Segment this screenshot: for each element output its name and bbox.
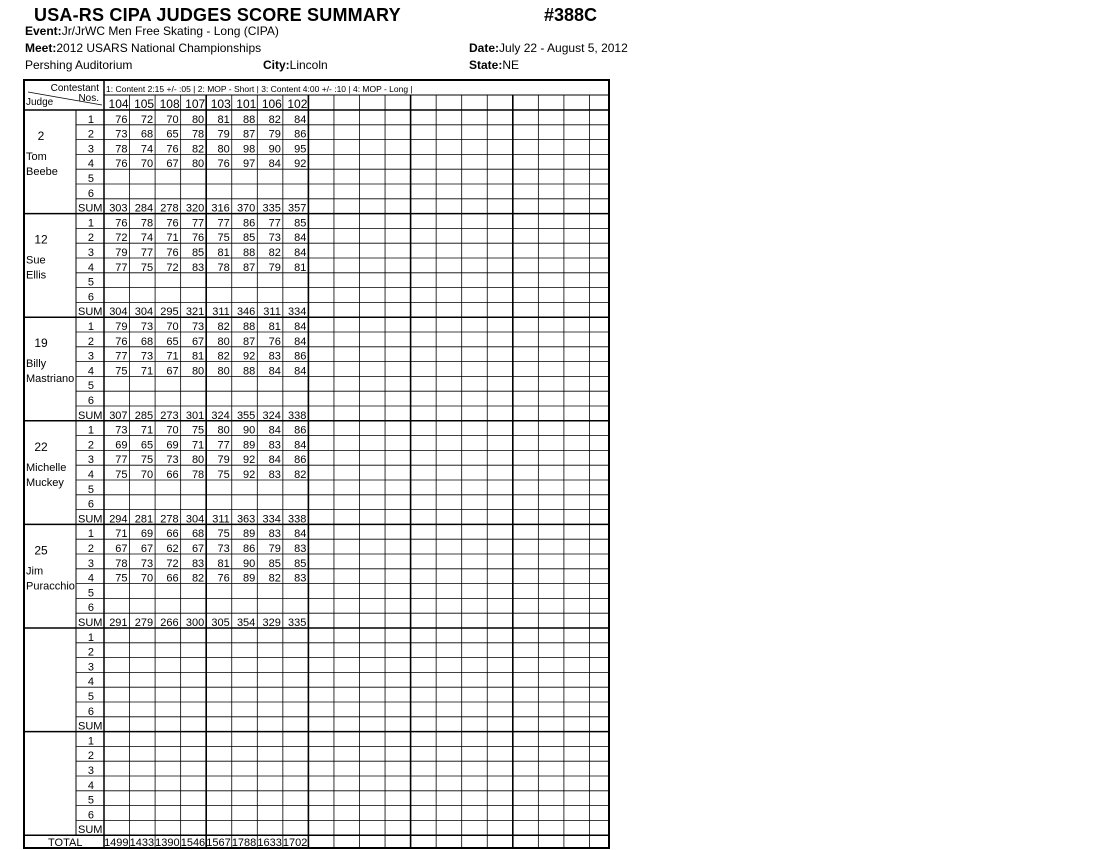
sum-label: SUM bbox=[78, 202, 103, 215]
sum-cell: 311 bbox=[212, 513, 230, 526]
judge-last-name: Mastriano bbox=[26, 373, 75, 386]
contestant-number: 107 bbox=[185, 97, 206, 111]
sum-cell: 320 bbox=[185, 202, 205, 215]
score-cell: 71 bbox=[115, 528, 128, 541]
score-cell: 88 bbox=[243, 365, 256, 378]
score-cell: 75 bbox=[217, 232, 230, 245]
judge-last-name: Muckey bbox=[26, 476, 64, 489]
score-cell: 82 bbox=[268, 113, 281, 126]
score-cell: 82 bbox=[217, 321, 230, 333]
meet-value: 2012 USARS National Championships bbox=[56, 41, 262, 55]
sum-cell: 304 bbox=[134, 306, 154, 319]
score-cell: 76 bbox=[217, 572, 230, 585]
sum-cell: 284 bbox=[134, 202, 154, 215]
score-cell: 76 bbox=[115, 217, 128, 230]
score-cell: 87 bbox=[243, 261, 256, 274]
score-cell: 75 bbox=[191, 424, 205, 437]
score-cell: 79 bbox=[217, 454, 230, 467]
row-label: 1 bbox=[87, 631, 94, 644]
score-cell: 90 bbox=[243, 557, 256, 570]
score-cell: 66 bbox=[166, 572, 179, 585]
contestant-number: 105 bbox=[134, 97, 155, 111]
score-cell: 70 bbox=[166, 424, 179, 437]
score-cell: 86 bbox=[294, 454, 307, 467]
score-cell: 83 bbox=[268, 469, 281, 481]
score-cell: 67 bbox=[140, 543, 154, 555]
score-cell: 83 bbox=[268, 439, 281, 452]
row-label: 3 bbox=[87, 557, 94, 570]
sum-label: SUM bbox=[78, 617, 103, 629]
sum-cell: 334 bbox=[288, 306, 307, 319]
score-cell: 79 bbox=[268, 543, 281, 555]
row-label: 1 bbox=[87, 735, 94, 748]
judge-number: 12 bbox=[34, 232, 48, 247]
score-cell: 80 bbox=[217, 335, 230, 348]
total-cell: 1788 bbox=[231, 837, 257, 849]
score-cell: 97 bbox=[243, 158, 256, 171]
row-label: 4 bbox=[87, 469, 94, 481]
judge-first-name: Jim bbox=[26, 565, 44, 578]
row-label: 1 bbox=[87, 217, 94, 230]
score-cell: 76 bbox=[115, 158, 128, 171]
score-cell: 65 bbox=[166, 128, 179, 141]
score-cell: 79 bbox=[115, 247, 128, 259]
state-label: State: bbox=[469, 58, 503, 72]
score-cell: 90 bbox=[243, 424, 256, 437]
score-cell: 74 bbox=[140, 143, 154, 156]
sum-cell: 357 bbox=[288, 202, 307, 215]
row-label: 5 bbox=[87, 691, 94, 703]
score-cell: 82 bbox=[191, 143, 205, 156]
score-cell: 71 bbox=[191, 439, 205, 452]
grid-border bbox=[24, 80, 609, 848]
score-cell: 79 bbox=[268, 128, 281, 141]
row-label: 5 bbox=[87, 173, 94, 185]
score-cell: 88 bbox=[243, 321, 256, 333]
row-label: 3 bbox=[87, 143, 94, 156]
report-code: #388C bbox=[544, 5, 598, 25]
criteria-legend: 1: Content 2:15 +/- :05 | 2: MOP - Short | 3: Content 4:00 +/- :10 | 4: MOP - Long | bbox=[106, 84, 413, 94]
meet-label: Meet: bbox=[25, 41, 57, 55]
score-cell: 67 bbox=[191, 543, 205, 555]
sum-cell: 304 bbox=[109, 306, 128, 319]
score-cell: 86 bbox=[243, 543, 256, 555]
score-cell: 67 bbox=[166, 365, 179, 378]
total-cell: 1433 bbox=[129, 837, 155, 849]
score-cell: 84 bbox=[268, 158, 281, 171]
row-label: 6 bbox=[87, 395, 94, 407]
state-value: NE bbox=[502, 58, 520, 72]
sum-cell: 300 bbox=[185, 617, 205, 629]
score-cell: 83 bbox=[294, 543, 307, 555]
score-cell: 80 bbox=[191, 454, 205, 467]
row-label: 3 bbox=[87, 350, 94, 363]
score-cell: 77 bbox=[268, 217, 281, 230]
sum-cell: 354 bbox=[236, 617, 256, 629]
row-label: 3 bbox=[87, 765, 94, 777]
score-cell: 65 bbox=[140, 439, 154, 452]
judge-number: 19 bbox=[34, 336, 48, 351]
score-cell: 86 bbox=[294, 350, 307, 363]
score-cell: 72 bbox=[140, 113, 154, 126]
row-label: 1 bbox=[87, 113, 94, 126]
score-cell: 81 bbox=[217, 113, 230, 126]
report-title: USA-RS CIPA JUDGES SCORE SUMMARY bbox=[34, 5, 401, 25]
score-cell: 83 bbox=[191, 261, 205, 274]
score-cell: 76 bbox=[166, 143, 179, 156]
score-cell: 77 bbox=[217, 439, 230, 452]
score-cell: 65 bbox=[166, 335, 179, 348]
row-label: 4 bbox=[87, 261, 94, 274]
score-cell: 76 bbox=[166, 247, 179, 259]
row-label: 2 bbox=[87, 646, 94, 659]
total-cell: 1499 bbox=[104, 837, 129, 849]
date-label: Date: bbox=[469, 41, 500, 55]
score-cell: 69 bbox=[115, 439, 128, 452]
sum-cell: 334 bbox=[262, 513, 281, 526]
score-cell: 77 bbox=[217, 217, 230, 230]
score-cell: 81 bbox=[294, 261, 307, 274]
row-label: 5 bbox=[87, 587, 94, 600]
sum-cell: 370 bbox=[236, 202, 256, 215]
row-label: 4 bbox=[87, 365, 94, 378]
score-cell: 85 bbox=[191, 247, 205, 259]
score-cell: 78 bbox=[191, 469, 205, 481]
sum-cell: 273 bbox=[160, 409, 179, 422]
sum-cell: 355 bbox=[236, 409, 256, 422]
event-value: Jr/JrWC Men Free Skating - Long (CIPA) bbox=[61, 24, 279, 38]
score-cell: 67 bbox=[166, 158, 179, 171]
score-cell: 84 bbox=[294, 113, 307, 126]
sum-cell: 305 bbox=[211, 617, 230, 629]
score-cell: 67 bbox=[115, 543, 128, 555]
score-cell: 86 bbox=[294, 424, 307, 437]
sum-cell: 295 bbox=[160, 306, 179, 319]
row-label: 3 bbox=[87, 661, 94, 674]
nos-label: Nos. bbox=[78, 93, 99, 104]
score-cell: 75 bbox=[115, 365, 128, 378]
row-label: 6 bbox=[87, 602, 94, 615]
sum-label: SUM bbox=[78, 409, 103, 422]
sum-cell: 363 bbox=[236, 513, 256, 526]
sum-cell: 291 bbox=[109, 617, 128, 629]
row-label: 6 bbox=[87, 705, 94, 718]
score-cell: 84 bbox=[294, 247, 307, 259]
score-cell: 75 bbox=[217, 469, 230, 481]
score-cell: 73 bbox=[115, 424, 128, 437]
sum-cell: 321 bbox=[185, 306, 205, 319]
contestant-number: 101 bbox=[236, 97, 257, 111]
row-label: 6 bbox=[87, 291, 94, 304]
row-label: 6 bbox=[87, 187, 94, 200]
city-label: City: bbox=[263, 58, 290, 72]
sum-cell: 329 bbox=[262, 617, 281, 629]
contestant-number: 102 bbox=[287, 97, 308, 111]
score-cell: 76 bbox=[191, 232, 205, 245]
score-cell: 84 bbox=[294, 528, 307, 541]
sum-cell: 335 bbox=[262, 202, 281, 215]
contestant-label: Contestant bbox=[50, 83, 99, 94]
judge-number: 25 bbox=[34, 543, 48, 558]
score-cell: 73 bbox=[140, 557, 154, 570]
sum-cell: 279 bbox=[134, 617, 154, 629]
score-cell: 71 bbox=[140, 424, 154, 437]
score-cell: 76 bbox=[115, 113, 128, 126]
score-cell: 62 bbox=[166, 543, 179, 555]
score-cell: 84 bbox=[268, 454, 281, 467]
score-cell: 85 bbox=[294, 217, 307, 230]
score-cell: 80 bbox=[217, 424, 230, 437]
score-cell: 77 bbox=[191, 217, 205, 230]
sum-cell: 311 bbox=[263, 306, 281, 319]
score-cell: 84 bbox=[294, 335, 307, 348]
total-cell: 1567 bbox=[206, 837, 231, 849]
row-label: 2 bbox=[87, 543, 94, 555]
score-cell: 76 bbox=[217, 158, 230, 171]
score-cell: 70 bbox=[166, 113, 179, 126]
sum-cell: 278 bbox=[160, 202, 179, 215]
judge-label: Judge bbox=[26, 97, 54, 108]
score-cell: 82 bbox=[294, 469, 307, 481]
venue: Pershing Auditorium bbox=[25, 58, 133, 72]
score-cell: 68 bbox=[191, 528, 205, 541]
score-cell: 89 bbox=[243, 439, 256, 452]
row-label: 2 bbox=[87, 439, 94, 452]
score-cell: 70 bbox=[140, 158, 154, 171]
score-cell: 82 bbox=[268, 572, 281, 585]
city-value: Lincoln bbox=[289, 58, 328, 72]
score-cell: 72 bbox=[115, 232, 128, 245]
score-cell: 76 bbox=[115, 335, 128, 348]
score-cell: 79 bbox=[217, 128, 230, 141]
score-cell: 95 bbox=[294, 143, 307, 156]
score-cell: 83 bbox=[268, 350, 281, 363]
row-label: 2 bbox=[87, 232, 94, 245]
score-cell: 71 bbox=[140, 365, 154, 378]
score-cell: 72 bbox=[166, 261, 179, 274]
judge-number: 2 bbox=[37, 129, 45, 143]
score-cell: 92 bbox=[243, 454, 256, 467]
score-cell: 73 bbox=[217, 543, 230, 555]
sum-cell: 338 bbox=[288, 409, 307, 422]
score-cell: 98 bbox=[243, 143, 256, 156]
score-cell: 84 bbox=[294, 365, 307, 378]
score-cell: 81 bbox=[268, 321, 281, 333]
score-cell: 89 bbox=[243, 572, 256, 585]
score-cell: 72 bbox=[166, 557, 179, 570]
score-cell: 66 bbox=[166, 469, 179, 481]
score-cell: 83 bbox=[268, 528, 281, 541]
score-cell: 90 bbox=[268, 143, 281, 156]
score-cell: 89 bbox=[243, 528, 256, 541]
sum-cell: 281 bbox=[134, 513, 154, 526]
total-cell: 1390 bbox=[155, 837, 180, 849]
row-label: 3 bbox=[87, 454, 94, 467]
contestant-number: 104 bbox=[108, 97, 129, 111]
score-cell: 73 bbox=[166, 454, 179, 467]
row-label: 3 bbox=[87, 247, 94, 259]
row-label: 5 bbox=[87, 380, 94, 393]
score-cell: 82 bbox=[191, 572, 205, 585]
score-cell: 85 bbox=[268, 557, 281, 570]
score-cell: 87 bbox=[243, 128, 256, 141]
score-cell: 67 bbox=[191, 335, 205, 348]
score-cell: 73 bbox=[268, 232, 281, 245]
judge-last-name: Ellis bbox=[26, 269, 47, 282]
sum-cell: 266 bbox=[160, 617, 179, 629]
score-cell: 78 bbox=[115, 143, 128, 156]
score-cell: 77 bbox=[115, 454, 128, 467]
row-label: 5 bbox=[87, 483, 94, 496]
score-cell: 77 bbox=[140, 247, 154, 259]
sum-cell: 285 bbox=[134, 409, 154, 422]
judge-first-name: Tom bbox=[26, 151, 47, 163]
row-label: 1 bbox=[87, 424, 94, 437]
row-label: 5 bbox=[87, 794, 94, 807]
score-cell: 86 bbox=[243, 217, 256, 230]
score-cell: 85 bbox=[243, 232, 256, 245]
score-cell: 68 bbox=[140, 335, 154, 348]
score-cell: 75 bbox=[115, 572, 128, 585]
score-cell: 70 bbox=[166, 321, 179, 333]
row-label: 4 bbox=[87, 779, 94, 792]
score-cell: 81 bbox=[217, 247, 230, 259]
score-cell: 84 bbox=[294, 321, 307, 333]
date-value: July 22 - August 5, 2012 bbox=[499, 41, 628, 55]
total-cell: 1702 bbox=[282, 837, 308, 849]
sum-label: SUM bbox=[78, 720, 103, 733]
sum-cell: 346 bbox=[236, 306, 256, 319]
sum-cell: 301 bbox=[185, 409, 205, 422]
event-label: Event: bbox=[25, 24, 62, 38]
judge-last-name: Beebe bbox=[26, 166, 58, 178]
sum-cell: 303 bbox=[109, 202, 128, 215]
score-cell: 80 bbox=[191, 365, 205, 378]
sum-label: SUM bbox=[78, 306, 103, 319]
score-cell: 79 bbox=[115, 321, 128, 333]
score-cell: 71 bbox=[166, 232, 179, 245]
score-cell: 69 bbox=[166, 439, 179, 452]
judge-number: 22 bbox=[34, 439, 48, 454]
score-cell: 78 bbox=[191, 128, 205, 141]
score-cell: 76 bbox=[268, 335, 281, 348]
row-label: 2 bbox=[87, 750, 94, 763]
sum-cell: 316 bbox=[211, 202, 230, 215]
score-cell: 84 bbox=[294, 439, 307, 452]
contestant-number: 103 bbox=[210, 97, 231, 111]
row-label: 1 bbox=[87, 528, 94, 541]
score-cell: 81 bbox=[191, 350, 205, 363]
score-cell: 75 bbox=[217, 528, 230, 541]
score-cell: 92 bbox=[243, 469, 256, 481]
contestant-number: 108 bbox=[159, 97, 180, 111]
score-cell: 88 bbox=[243, 113, 256, 126]
score-cell: 77 bbox=[115, 350, 128, 363]
score-cell: 73 bbox=[115, 128, 128, 141]
score-cell: 76 bbox=[166, 217, 179, 230]
score-cell: 80 bbox=[191, 158, 205, 171]
score-cell: 88 bbox=[243, 247, 256, 259]
sum-cell: 307 bbox=[109, 409, 128, 422]
row-label: 2 bbox=[87, 335, 94, 348]
score-cell: 80 bbox=[191, 113, 205, 126]
score-cell: 70 bbox=[140, 572, 154, 585]
sum-cell: 294 bbox=[109, 513, 128, 526]
score-cell: 80 bbox=[217, 365, 230, 378]
score-cell: 86 bbox=[294, 128, 307, 141]
judge-first-name: Michelle bbox=[26, 461, 67, 474]
total-cell: 1633 bbox=[257, 837, 282, 849]
sum-label: SUM bbox=[78, 824, 103, 837]
score-cell: 78 bbox=[140, 217, 154, 230]
score-cell: 73 bbox=[191, 321, 205, 333]
score-cell: 84 bbox=[268, 424, 281, 437]
score-cell: 79 bbox=[268, 261, 281, 274]
score-cell: 80 bbox=[217, 143, 230, 156]
score-cell: 83 bbox=[191, 557, 205, 570]
score-cell: 73 bbox=[140, 321, 154, 333]
score-cell: 70 bbox=[140, 469, 154, 481]
sum-cell: 335 bbox=[288, 617, 307, 629]
score-cell: 74 bbox=[140, 232, 154, 245]
sum-cell: 324 bbox=[262, 409, 281, 422]
row-label: 5 bbox=[87, 276, 94, 289]
score-cell: 75 bbox=[140, 261, 154, 274]
score-cell: 73 bbox=[140, 350, 154, 363]
contestant-number: 106 bbox=[261, 97, 282, 111]
score-cell: 66 bbox=[166, 528, 179, 541]
row-label: 6 bbox=[87, 498, 94, 511]
score-cell: 75 bbox=[115, 469, 128, 481]
score-cell: 84 bbox=[294, 232, 307, 245]
sum-cell: 311 bbox=[212, 306, 230, 319]
score-cell: 87 bbox=[243, 335, 256, 348]
score-cell: 71 bbox=[166, 350, 179, 363]
judge-last-name: Puracchio bbox=[26, 580, 75, 593]
score-cell: 81 bbox=[217, 557, 230, 570]
row-label: 4 bbox=[87, 676, 94, 689]
score-cell: 69 bbox=[140, 528, 154, 541]
row-label: 1 bbox=[87, 321, 94, 333]
score-cell: 82 bbox=[217, 350, 230, 363]
row-label: 6 bbox=[87, 809, 94, 822]
score-cell: 85 bbox=[294, 557, 307, 570]
score-cell: 83 bbox=[294, 572, 307, 585]
row-label: 4 bbox=[87, 158, 94, 171]
row-label: 4 bbox=[87, 572, 94, 585]
sum-label: SUM bbox=[78, 513, 103, 526]
judge-first-name: Sue bbox=[26, 254, 46, 267]
score-cell: 78 bbox=[115, 557, 128, 570]
sum-cell: 278 bbox=[160, 513, 179, 526]
sum-cell: 304 bbox=[185, 513, 205, 526]
sum-cell: 338 bbox=[288, 513, 307, 526]
score-cell: 92 bbox=[243, 350, 256, 363]
score-cell: 92 bbox=[294, 158, 307, 171]
score-cell: 77 bbox=[115, 261, 128, 274]
row-label: 2 bbox=[87, 128, 94, 141]
score-cell: 78 bbox=[217, 261, 230, 274]
sum-cell: 324 bbox=[211, 409, 230, 422]
total-cell: 1546 bbox=[180, 837, 206, 849]
score-cell: 75 bbox=[140, 454, 154, 467]
judge-first-name: Billy bbox=[26, 358, 47, 371]
score-cell: 82 bbox=[268, 247, 281, 259]
total-label: TOTAL bbox=[48, 837, 83, 849]
score-cell: 68 bbox=[140, 128, 154, 141]
score-cell: 84 bbox=[268, 365, 281, 378]
